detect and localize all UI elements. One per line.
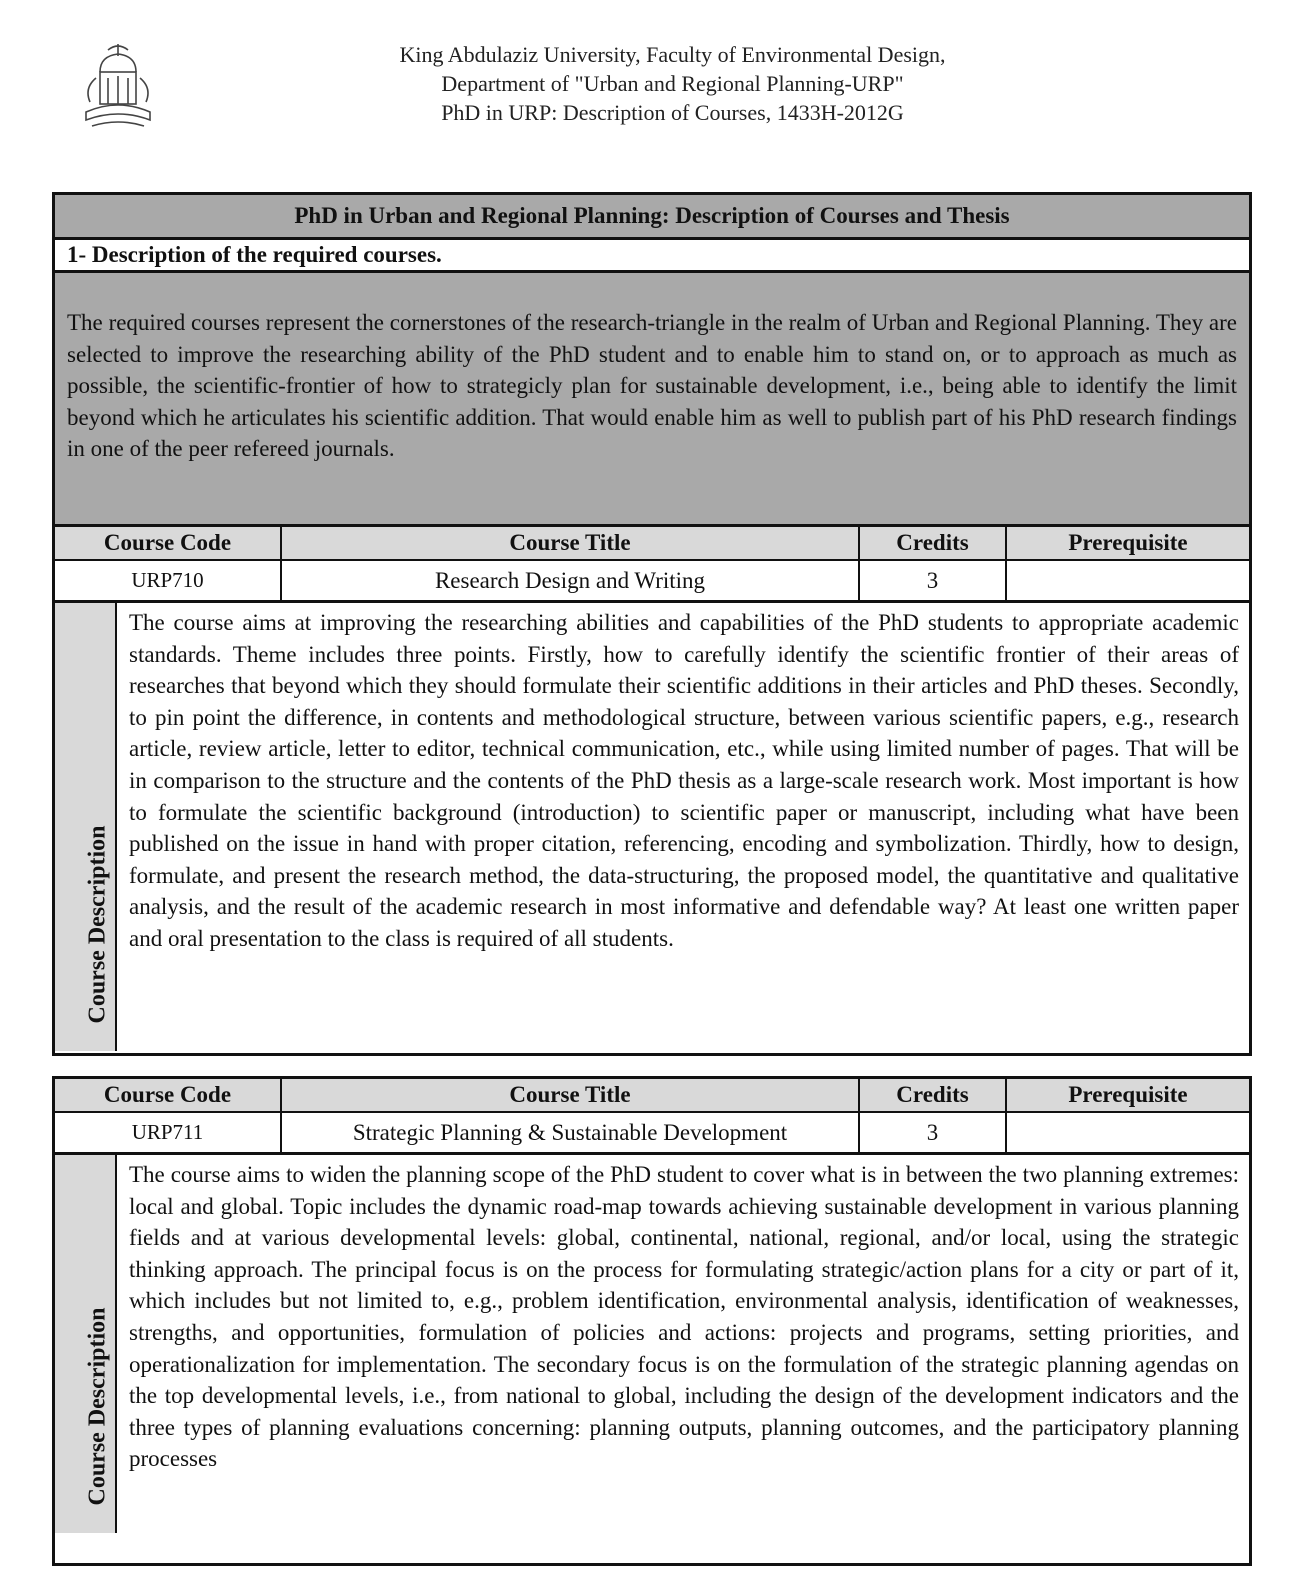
- course-prerequisite: [1006, 1112, 1249, 1152]
- course-table: [55, 527, 1249, 600]
- header-line-3: PhD in URP: Description of Courses, 1433H-2012G: [441, 100, 904, 125]
- description-label-cell: [55, 603, 117, 1051]
- header-credits: Credits: [859, 527, 1006, 560]
- header-prerequisite: Prerequisite: [1006, 527, 1249, 560]
- description-label: Course Description: [84, 1307, 111, 1506]
- course-description-section: [55, 1155, 1249, 1533]
- header-course-code: Course Code: [55, 1079, 281, 1112]
- course-title: Research Design and Writing: [281, 560, 859, 600]
- course-prerequisite: [1006, 560, 1249, 600]
- course-code: URP711: [55, 1112, 281, 1152]
- course-description-text: The course aims at improving the researching abilities and capabilities of the PhD students to appropriate academic standards. Theme includes three points. Firstly, how to carefully identify the scientific frontier of their areas of researches that beyond which they should formulate their scientific additions in their articles and PhD theses. Secondly, to pin point the difference, in contents and methodological structure, between various scientific papers, e.g., research article, review article, letter to editor, technical communication, etc., while using limited number of pages. That will be in comparison to the structure and the contents of the PhD thesis as a large-scale research work. Most important is how to formulate the scientific background (introduction) to scientific paper or manuscript, including what have been published on the issue in hand with proper citation, referencing, encoding and symbolization. Thirdly, how to design, formulate, and present the research method, the data-structuring, the proposed model, the quantitative and qualitative analysis, and the result of the academic research in most informative and defendable way? At least one written paper and oral presentation to the class is required of all students.: [129, 610, 1239, 951]
- course-code: URP710: [55, 560, 281, 600]
- table-row: [55, 1112, 1249, 1152]
- header-line-2: Department of "Urban and Regional Planning-URP": [441, 71, 904, 96]
- table-header-row: [55, 527, 1249, 560]
- course-credits: 3: [859, 560, 1006, 600]
- header-course-title: Course Title: [281, 527, 859, 560]
- header-line-1: King Abdulaziz University, Faculty of Environmental Design,: [399, 42, 946, 67]
- section-heading: 1- Description of the required courses.: [55, 240, 1249, 273]
- course-block-1: [52, 192, 1252, 1056]
- course-credits: 3: [859, 1112, 1006, 1152]
- header-prerequisite: Prerequisite: [1006, 1079, 1249, 1112]
- course-title: Strategic Planning & Sustainable Development: [281, 1112, 859, 1152]
- header-course-title: Course Title: [281, 1079, 859, 1112]
- course-table: [55, 1079, 1249, 1152]
- page-header: [300, 40, 1045, 127]
- document-title: PhD in Urban and Regional Planning: Description of Courses and Thesis: [55, 195, 1249, 240]
- description-label: Course Description: [84, 825, 111, 1024]
- description-label-cell: [55, 1155, 117, 1533]
- course-description-text: The course aims to widen the planning scope of the PhD student to cover what is in between the two planning extremes: local and global. Topic includes the dynamic road-map towards achieving sustainable development in various planning fields and at various developmental levels: global, continental, national, regional, and/or local, using the strategic thinking approach. The principal focus is on the process for formulating strategic/action plans for a city or part of it, which includes but not limited to, e.g., problem identification, environmental analysis, identification of weaknesses, strengths, and opportunities, formulation of policies and actions: projects and programs, setting priorities, and operationalization for implementation. The secondary focus is on the formulation of the strategic planning agendas on the top developmental levels, i.e., from national to global, including the design of the development indicators and the three types of planning evaluations concerning: planning outputs, planning outcomes, and the participatory planning processes: [129, 1162, 1239, 1472]
- header-course-code: Course Code: [55, 527, 281, 560]
- table-header-row: [55, 1079, 1249, 1112]
- course-block-2: [52, 1076, 1252, 1566]
- header-credits: Credits: [859, 1079, 1006, 1112]
- university-logo: [78, 42, 158, 132]
- table-row: [55, 560, 1249, 600]
- university-emblem-icon: [78, 42, 158, 132]
- intro-paragraph: The required courses represent the cornerstones of the research-triangle in the realm of Urban and Regional Planning. They are selected to improve the researching ability of the PhD student and to enable him to stand on, or to approach as much as possible, the scientific-frontier of how to strategicly plan for sustainable development, i.e., being able to identify the limit beyond which he articulates his scientific addition. That would enable him as well to publish part of his PhD research findings in one of the peer refereed journals.: [55, 273, 1249, 527]
- course-description-section: [55, 603, 1249, 1051]
